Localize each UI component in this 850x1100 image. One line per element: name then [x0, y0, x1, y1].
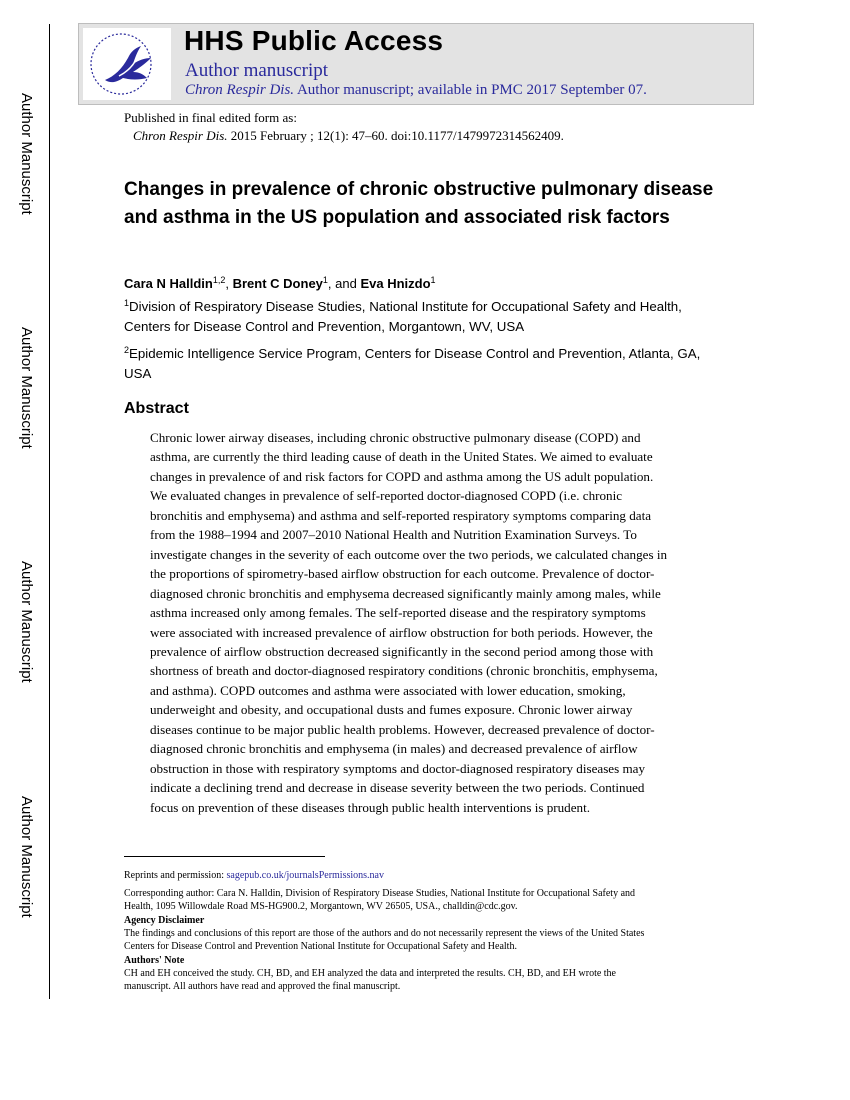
affiliation — [124, 344, 724, 384]
disclaimer-line: Centers for Disease Control and Prevention National Institute for Occupational Safety and Health. — [124, 941, 517, 952]
author-separator: , and — [327, 276, 361, 291]
author-sup: 1,2 — [212, 275, 226, 285]
footnote-rule — [124, 856, 325, 857]
authors-note-line: manuscript. All authors have read and approved the final manuscript. — [124, 981, 401, 992]
published-info — [124, 109, 564, 145]
banner-title: HHS Public Access — [184, 25, 444, 56]
abstract-line: prevalence of airflow obstruction decreased significantly in the second period among those with — [150, 643, 654, 659]
author-list — [124, 276, 436, 291]
affiliation-sup: 1 — [124, 298, 130, 308]
abstract-line: diagnosed chronic bronchitis and emphysema decreased significantly mainly among males, while — [150, 585, 661, 601]
banner-availability-text: Author manuscript; available in PMC 2017 September 07. — [294, 82, 647, 98]
affiliation-sup: 2 — [124, 345, 130, 355]
margin-rule — [49, 24, 50, 999]
banner-subtitle: Author manuscript — [185, 60, 329, 81]
abstract-line: investigate changes in the severity of each outcome over the two periods, we calculated changes in — [150, 546, 668, 562]
abstract-line: and asthma). COPD outcomes and asthma were associated with lower education, smoking, — [150, 682, 626, 698]
hhs-banner — [78, 23, 754, 105]
banner-journal: Chron Respir Dis. — [185, 82, 295, 98]
abstract-heading: Abstract — [124, 400, 189, 417]
reprints-label: Reprints and permission: — [124, 870, 227, 881]
abstract-line: were associated with increased prevalence of airflow obstruction for both periods. However, the — [150, 624, 653, 640]
hhs-eagle-logo — [83, 28, 171, 100]
authors-note-heading: Authors' Note — [124, 955, 185, 966]
abstract-line: Chronic lower airway diseases, including chronic obstructive pulmonary disease (COPD) and — [150, 430, 641, 445]
author-name: Cara N Halldin — [124, 276, 213, 291]
abstract-line: underweight and obesity, and occupational dusts and fumes exposure. Chronic lower airway — [150, 702, 633, 718]
abstract-line: shortness of breath and doctor-diagnosed respiratory conditions (chronic bronchitis, emphysema, — [150, 663, 658, 679]
author-sup: 1 — [430, 275, 436, 285]
abstract-line: bronchitis and emphysema) and asthma and self-reported respiratory symptoms comparing data — [150, 507, 652, 523]
affiliation-text: Division of Respiratory Disease Studies, National Institute for Occupational Safety and Health, Centers for Disease Control and Prevention, Morgantown, WV, USA — [124, 299, 682, 334]
banner-availability — [185, 82, 647, 99]
abstract-line: diagnosed chronic bronchitis and emphysema (in males) and decreased prevalence of airflow — [150, 741, 638, 757]
published-citation-text: 2015 February ; 12(1): 47–60. doi:10.1177/1479972314562409. — [227, 128, 564, 143]
published-journal: Chron Respir Dis. — [133, 128, 228, 143]
author-separator: , — [225, 276, 233, 291]
abstract-line: asthma, are currently the third leading cause of death in the United States. We aimed to evaluate — [150, 449, 653, 465]
abstract-line: the proportions of spirometry-based airflow obstruction for each outcome. Prevalence of doctor- — [150, 566, 655, 582]
corresponding-line: Health, 1095 Willowdale Road MS-HG900.2, Morgantown, WV 26505, USA., challdin@cdc.gov. — [124, 901, 518, 912]
abstract-line: from the 1988–1994 and 2007–2010 National Health and Nutrition Examination Surveys. To — [150, 527, 637, 543]
footnotes — [124, 869, 714, 993]
abstract-line: obstruction in those with respiratory symptoms and doctor-diagnosed respiratory diseases may — [150, 760, 646, 776]
author-name: Brent C Doney — [232, 276, 323, 291]
article-title: Changes in prevalence of chronic obstructive pulmonary disease and asthma in the US population and associated risk factors — [124, 179, 714, 228]
abstract-line: diseases continue to be major public health problems. However, decreased prevalence of doctor- — [150, 721, 655, 737]
affiliation-text: Epidemic Intelligence Service Program, Centers for Disease Control and Prevention, Atlanta, GA, USA — [124, 346, 701, 381]
affiliation — [124, 297, 724, 337]
disclaimer-line: The findings and conclusions of this report are those of the authors and do not necessarily represent the views of the United States — [124, 928, 645, 939]
reprints-link[interactable]: sagepub.co.uk/journalsPermissions.nav — [226, 870, 384, 881]
authors-note-line: CH and EH conceived the study. CH, BD, and EH analyzed the data and interpreted the results. CH, BD, and EH wrote the — [124, 968, 616, 979]
abstract-line: We evaluated changes in prevalence of self-reported doctor-diagnosed COPD (i.e. chronic — [150, 488, 623, 504]
corresponding-line: Corresponding author: Cara N. Halldin, Division of Respiratory Disease Studies, National Institute for Occupational Safety and — [124, 888, 636, 899]
author-name: Eva Hnizdo — [360, 276, 431, 291]
reprints-line — [124, 869, 714, 882]
author-sup: 1 — [322, 275, 328, 285]
abstract-line: changes in prevalence of and risk factors for COPD and asthma among the US adult population. — [150, 468, 654, 484]
disclaimer-heading: Agency Disclaimer — [124, 915, 205, 926]
abstract-body — [150, 428, 710, 817]
abstract-line: indicate a declining trend and decrease in disease severity between the two periods. Continued — [150, 780, 645, 796]
abstract-line: focus on prevention of these diseases through public health interventions is prudent. — [150, 799, 590, 815]
published-citation — [124, 127, 564, 145]
published-label: Published in final edited form as: — [124, 110, 297, 125]
abstract-line: asthma increased only among females. The self-reported disease and the respiratory symptoms — [150, 605, 646, 621]
